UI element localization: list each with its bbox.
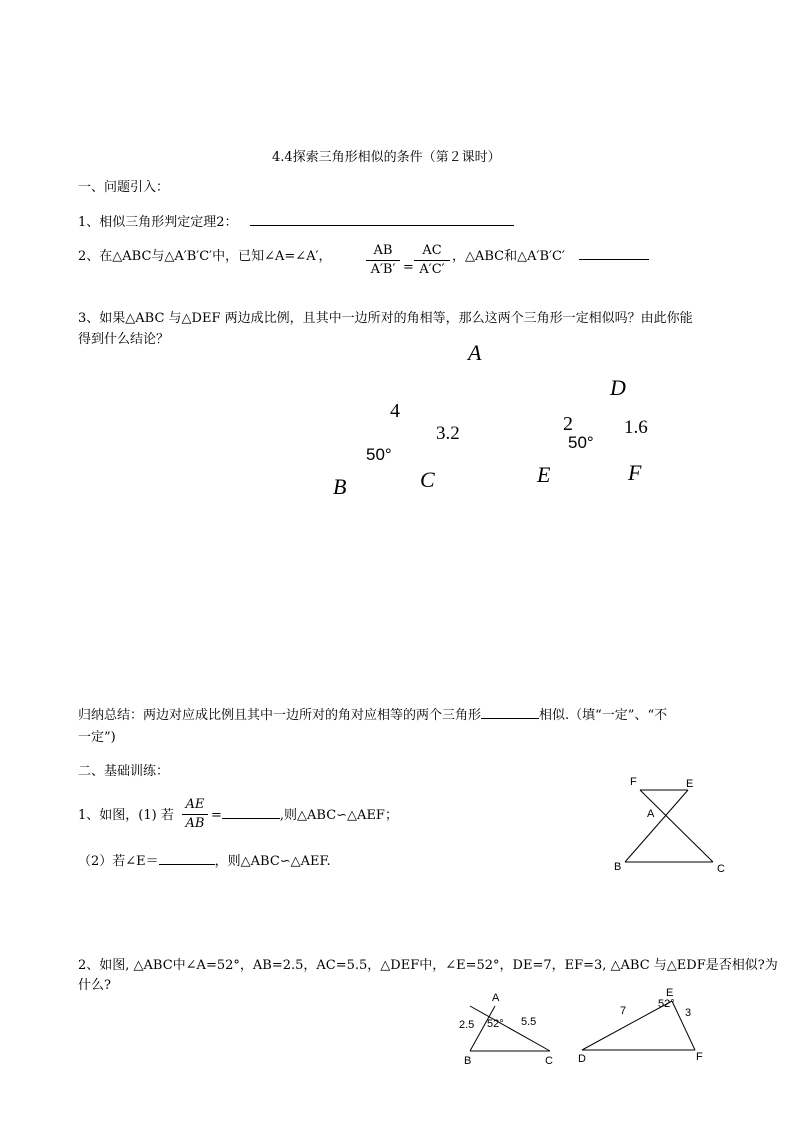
fig2-label-c: C <box>717 863 725 875</box>
fraction-numerator: AB <box>373 243 393 258</box>
question-2-suffix-text: ，△ABC和△A′B′C′ <box>452 249 565 264</box>
exercise-1b-prefix: （2）若∠E＝ <box>78 854 159 869</box>
summary-line1 <box>78 708 667 724</box>
fig3-angle-a: 52° <box>487 1018 504 1030</box>
side-label-de: 2 <box>563 413 573 435</box>
vertex-label-f: F <box>628 460 642 485</box>
section2-heading: 二、基础训练： <box>78 764 170 779</box>
fraction-bar <box>414 260 450 261</box>
equals-sign: = <box>403 260 414 275</box>
vertex-label-c: C <box>420 467 435 492</box>
answer-blank-summary[interactable] <box>481 718 539 719</box>
fig2-label-b: B <box>614 861 622 873</box>
vertex-label-a: A <box>468 340 482 365</box>
page-title: 4.4探索三角形相似的条件（第２课时） <box>272 150 501 165</box>
fraction-bar <box>366 260 400 261</box>
exercise-1-suffix: ,则△ABC∽△AEF； <box>279 808 398 823</box>
fig3-label-e: E <box>666 987 674 999</box>
angle-label-e: 50° <box>568 433 594 452</box>
summary-line2: 一定”) <box>78 730 116 745</box>
fig3-label-f: F <box>696 1051 703 1063</box>
fig3-angle-e: 52° <box>658 998 675 1010</box>
vertex-label-b: B <box>333 474 347 499</box>
fig3-label-c: C <box>545 1055 553 1067</box>
fraction-ae-over-ab <box>182 797 208 832</box>
question-3-line2: 得到什么结论？ <box>78 332 170 347</box>
fraction-denominator: A′C′ <box>419 262 445 277</box>
fig3-label-ab: 2.5 <box>459 1019 475 1031</box>
summary-suffix: 相似.（填“一定”、“不 <box>539 708 668 723</box>
fig2-label-f: F <box>630 776 637 788</box>
fig3-label-ef: 3 <box>685 1007 692 1019</box>
fraction-bar <box>182 814 208 815</box>
answer-blank-4[interactable] <box>159 864 215 865</box>
fraction-numerator: AC <box>422 243 442 258</box>
fig2-label-e: E <box>686 778 694 790</box>
fraction-denominator: A′B′ <box>370 262 396 277</box>
vertex-label-e: E <box>537 462 551 487</box>
answer-blank-2[interactable] <box>579 259 649 260</box>
fig3-label-ac: 5.5 <box>521 1016 537 1028</box>
question-3-line1: 3、如果△ABC 与△DEF 两边成比例，且其中一边所对的角相等，那么这两个三角形一定相似吗？由此你能 <box>78 311 693 326</box>
exercise-1-rest <box>211 808 398 824</box>
question-2-suffix <box>452 249 649 265</box>
side-label-df: 1.6 <box>624 417 648 438</box>
question-2-prefix: 2、在△ABC与△A′B′C′中，已知∠A=∠A′， <box>78 249 332 264</box>
fig3-label-a: A <box>492 992 500 1004</box>
side-label-ac: 3.2 <box>436 423 460 444</box>
exercise-1-prefix: 1、如图，(1) 若 <box>78 808 174 823</box>
side-label-ab: 4 <box>390 400 400 422</box>
fig2-label-a: A <box>647 808 655 820</box>
angle-label-b: 50° <box>366 445 392 464</box>
equals-sign: = <box>211 808 222 823</box>
fraction-ab-over-a1b1 <box>366 243 400 278</box>
answer-blank-1[interactable] <box>250 225 514 226</box>
fraction-denominator: AB <box>185 816 205 831</box>
fig3-label-b: B <box>464 1055 472 1067</box>
fraction-numerator: AE <box>185 797 205 812</box>
summary-prefix: 归纳总结：两边对应成比例且其中一边所对的角对应相等的两个三角形 <box>78 708 482 723</box>
fig3-label-de: 7 <box>620 1005 627 1017</box>
question-1 <box>78 215 514 231</box>
exercise-1b-suffix: ，则△ABC∽△AEF. <box>214 854 331 869</box>
exercise-2-line1: 2、如图, △ABC中∠A=52°，AB=2.5，AC=5.5，△DEF中，∠E=52°，DE=7，EF=3, △ABC 与△EDF是否相似?为 <box>78 958 778 973</box>
answer-blank-3[interactable] <box>222 818 280 819</box>
exercise-2-line2: 什么? <box>78 978 111 993</box>
exercise-1b <box>78 854 331 870</box>
fig3-label-d: D <box>578 1053 586 1065</box>
fraction-ac-over-a1c1 <box>414 243 450 278</box>
question-1-text: 1、相似三角形判定定理2： <box>78 215 238 230</box>
vertex-label-d: D <box>610 375 626 400</box>
section1-heading: 一、问题引入： <box>78 180 170 195</box>
